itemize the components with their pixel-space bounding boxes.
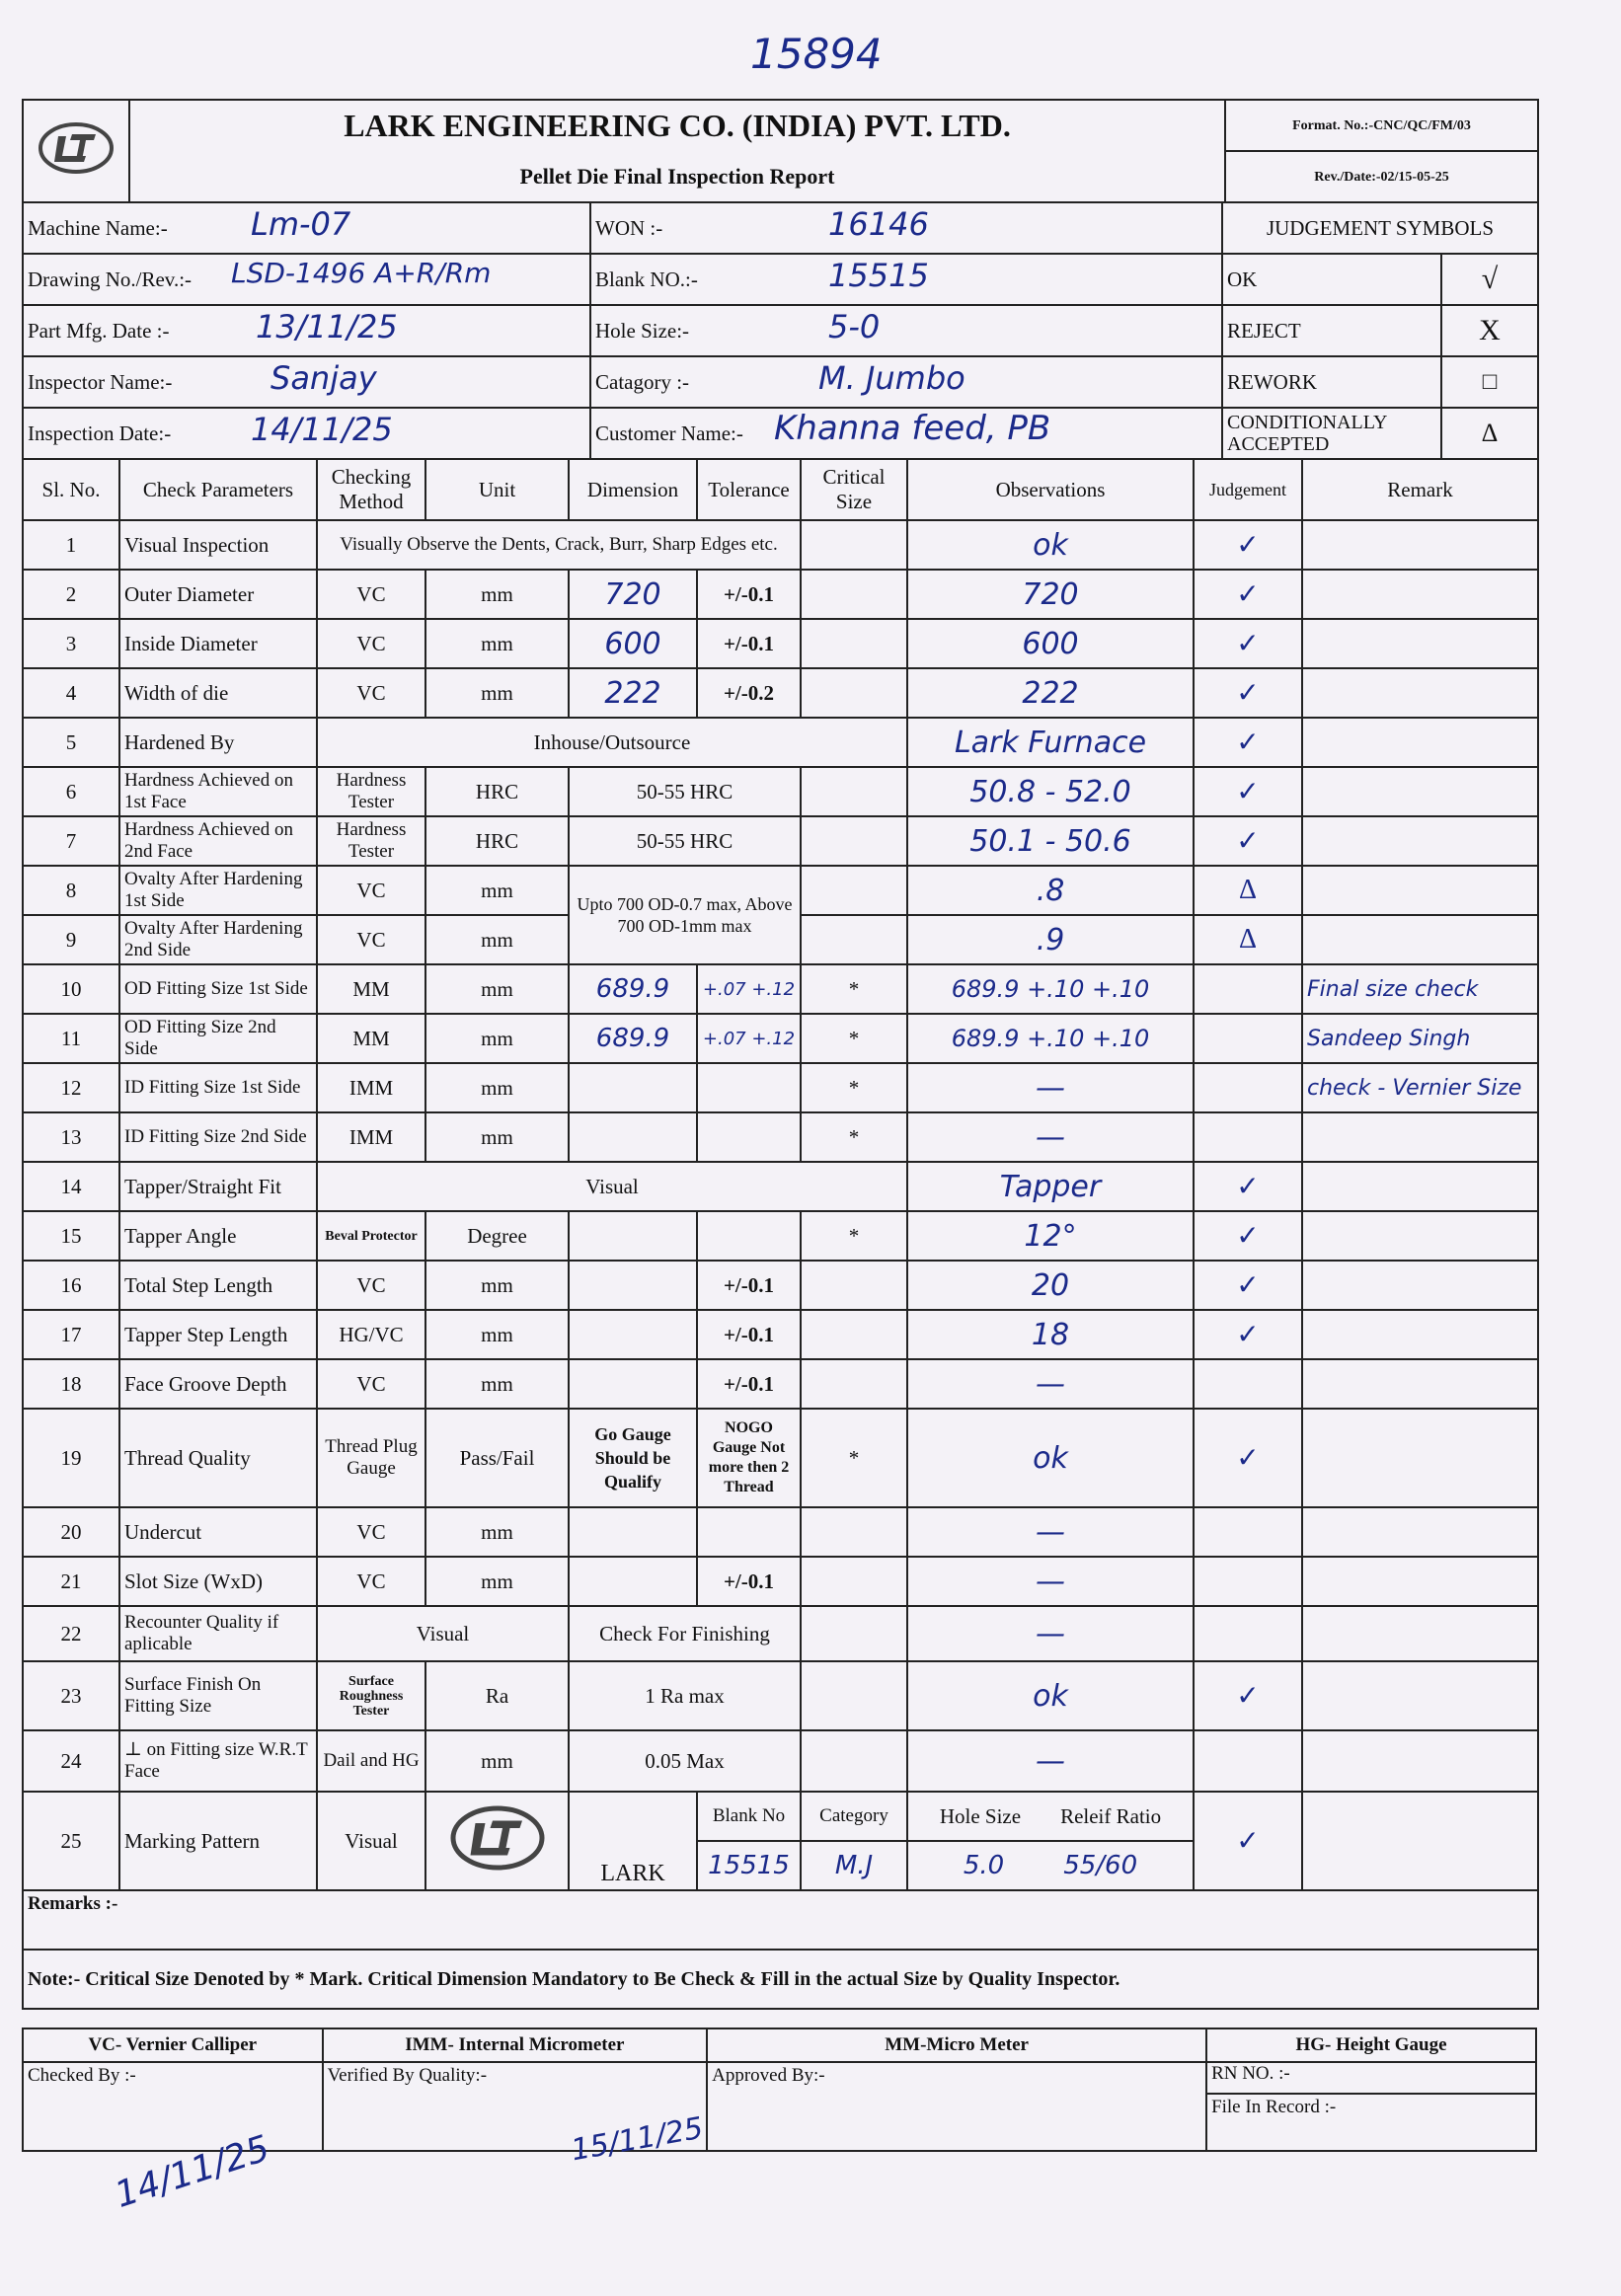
judgement-mark: ✓ xyxy=(1194,1211,1302,1261)
reject-symbol: X xyxy=(1441,305,1538,356)
ok-symbol: √ xyxy=(1441,254,1538,305)
col-critical-size: Critical Size xyxy=(801,459,907,520)
table-row: 24 ⊥ on Fitting size W.R.T Face Dail and HG mm 0.05 Max — xyxy=(23,1730,1538,1792)
inspection-date-value: 14/11/25 xyxy=(251,411,393,448)
note-row: Note:- Critical Size Denoted by * Mark. Critical Dimension Mandatory to Be Check & Fill in the actual Size by Quality Inspector. xyxy=(23,1950,1538,2009)
file-in-record: File In Record :- xyxy=(1211,2097,1337,2117)
symbol-label-rework: REWORK xyxy=(1222,356,1441,408)
table-row: 1 Visual Inspection Visually Observe the Dents, Crack, Burr, Sharp Edges etc. ok ✓ xyxy=(23,520,1538,570)
report-title: Pellet Die Final Inspection Report xyxy=(129,151,1225,202)
table-row: 16 Total Step Length VC mm +/-0.1 20 ✓ xyxy=(23,1261,1538,1310)
observation-value: 720 xyxy=(907,570,1194,619)
table-row: 18 Face Groove Depth VC mm +/-0.1 — xyxy=(23,1359,1538,1409)
table-row: 12 ID Fitting Size 1st Side IMM mm * — check - Vernier Size xyxy=(23,1063,1538,1112)
table-row: 17 Tapper Step Length HG/VC mm +/-0.1 18 ✓ xyxy=(23,1310,1538,1359)
observation-value: — xyxy=(907,1730,1194,1792)
lark-logo-icon xyxy=(37,120,116,176)
table-row: 5 Hardened By Inhouse/Outsource Lark Furnace ✓ xyxy=(23,718,1538,767)
legend-vc: VC- Vernier Calliper xyxy=(23,2028,323,2062)
drawing-number-field: Drawing No./Rev.:- LSD-1496 A+R/Rm xyxy=(23,254,590,305)
judgement-mark: ✓ xyxy=(1194,816,1302,866)
observation-value: 222 xyxy=(907,668,1194,718)
observation-value: ok xyxy=(907,1661,1194,1730)
hole-size-value: 5-0 xyxy=(828,308,881,345)
remarks-row: Remarks :- xyxy=(23,1890,1538,1950)
customer-name-field: Customer Name:- Khanna feed, PB xyxy=(590,408,1222,459)
remark-value: check - Vernier Size xyxy=(1302,1063,1538,1112)
marking-values-row: 15515 M.J 5.0 55/60 xyxy=(23,1841,1538,1890)
remark-value: Final size check xyxy=(1302,964,1538,1014)
rev-date: Rev./Date:-02/15-05-25 xyxy=(1225,151,1538,202)
col-tolerance: Tolerance xyxy=(697,459,801,520)
observation-value: 20 xyxy=(907,1261,1194,1310)
observation-value: 50.8 - 52.0 xyxy=(907,767,1194,816)
observation-value: — xyxy=(907,1359,1194,1409)
conditional-symbol: Δ xyxy=(1441,408,1538,459)
company-name: LARK ENGINEERING CO. (INDIA) PVT. LTD. xyxy=(129,100,1225,151)
judgement-mark: Δ xyxy=(1194,866,1302,915)
table-row: 23 Surface Finish On Fitting Size Surface Roughness Tester Ra 1 Ra max ok ✓ xyxy=(23,1661,1538,1730)
hole-size-field: Hole Size:- 5-0 xyxy=(590,305,1222,356)
observation-value: .8 xyxy=(907,866,1194,915)
observation-value: — xyxy=(907,1606,1194,1661)
table-header-row xyxy=(23,459,1538,520)
legend-imm: IMM- Internal Micrometer xyxy=(323,2028,708,2062)
legend-mm: MM-Micro Meter xyxy=(707,2028,1206,2062)
table-row: 9 Ovalty After Hardening 2nd Side VC mm .9 Δ xyxy=(23,915,1538,964)
table-row: 3 Inside Diameter VC mm 600 +/-0.1 600 ✓ xyxy=(23,619,1538,668)
observation-value: — xyxy=(907,1063,1194,1112)
judgement-mark: ✓ xyxy=(1194,520,1302,570)
table-row: 14 Tapper/Straight Fit Visual Tapper ✓ xyxy=(23,1162,1538,1211)
judgement-mark: ✓ xyxy=(1194,1261,1302,1310)
category-value: M. Jumbo xyxy=(818,359,965,397)
observation-value: 600 xyxy=(907,619,1194,668)
approved-by: Approved By:- xyxy=(707,2062,1206,2151)
won-value: 16146 xyxy=(828,205,929,243)
table-row: 10 OD Fitting Size 1st Side MM mm 689.9 +.07 +.12 * 689.9 +.10 +.10 Final size check xyxy=(23,964,1538,1014)
details-table xyxy=(22,201,1539,460)
table-row: 4 Width of die VC mm 222 +/-0.2 222 ✓ xyxy=(23,668,1538,718)
col-remark: Remark xyxy=(1302,459,1538,520)
mfg-date-value: 13/11/25 xyxy=(256,308,398,345)
col-sl-no: Sl. No. xyxy=(23,459,119,520)
drawing-number-value: LSD-1496 A+R/Rm xyxy=(231,257,492,289)
judgement-symbols-title: JUDGEMENT SYMBOLS xyxy=(1222,202,1538,254)
company-logo xyxy=(23,100,129,202)
col-dimension: Dimension xyxy=(569,459,697,520)
marking-logo xyxy=(425,1792,569,1890)
lark-logo-icon xyxy=(448,1803,547,1873)
inspection-date-field: Inspection Date:- 14/11/25 xyxy=(23,408,590,459)
customer-name-value: Khanna feed, PB xyxy=(774,409,1051,448)
observation-value: ok xyxy=(907,1409,1194,1507)
table-row: 13 ID Fitting Size 2nd Side IMM mm * — xyxy=(23,1112,1538,1162)
col-judgement: Judgement xyxy=(1194,459,1302,520)
inspection-table xyxy=(22,458,1539,2010)
col-observations: Observations xyxy=(907,459,1194,520)
format-number: Format. No.:-CNC/QC/FM/03 xyxy=(1225,100,1538,151)
table-row: 22 Recounter Quality if aplicable Visual Check For Finishing — xyxy=(23,1606,1538,1661)
judgement-mark: ✓ xyxy=(1194,1162,1302,1211)
judgement-mark: ✓ xyxy=(1194,1792,1302,1890)
table-row: 19 Thread Quality Thread Plug Gauge Pass/Fail Go Gauge Should be Qualify NOGO Gauge Not more then 2 Thread * ok ✓ xyxy=(23,1409,1538,1507)
observation-value: — xyxy=(907,1507,1194,1557)
judgement-mark: ✓ xyxy=(1194,1310,1302,1359)
symbol-label-reject: REJECT xyxy=(1222,305,1441,356)
col-checking-method: Checking Method xyxy=(317,459,425,520)
inspection-sheet xyxy=(22,99,1537,2216)
symbol-label-conditional: CONDITIONALLY ACCEPTED xyxy=(1222,408,1441,459)
observation-value: Tapper xyxy=(907,1162,1194,1211)
inspector-name-value: Sanjay xyxy=(270,359,377,397)
observation-value: 12° xyxy=(907,1211,1194,1261)
checked-by: Checked By :- 14/11/25 xyxy=(23,2062,323,2151)
table-row: 20 Undercut VC mm — xyxy=(23,1507,1538,1557)
header-table xyxy=(22,99,1539,203)
blank-number-value: 15515 xyxy=(828,257,929,294)
judgement-mark: Δ xyxy=(1194,915,1302,964)
table-row: 21 Slot Size (WxD) VC mm +/-0.1 — xyxy=(23,1557,1538,1606)
col-check-parameters: Check Parameters xyxy=(119,459,317,520)
marking-lark-text: LARK xyxy=(569,1792,697,1890)
observation-value: 689.9 +.10 +.10 xyxy=(907,1014,1194,1063)
rn-number: RN NO. :- xyxy=(1207,2063,1535,2095)
checked-date: 14/11/25 xyxy=(110,2128,275,2216)
observation-value: — xyxy=(907,1557,1194,1606)
judgement-mark: ✓ xyxy=(1194,1661,1302,1730)
table-row: 7 Hardness Achieved on 2nd Face Hardness Tester HRC 50-55 HRC 50.1 - 50.6 ✓ xyxy=(23,816,1538,866)
judgement-mark: ✓ xyxy=(1194,668,1302,718)
legend-hg: HG- Height Gauge xyxy=(1206,2028,1536,2062)
document-number: 15894 xyxy=(750,30,883,78)
machine-name-field: Machine Name:- Lm-07 xyxy=(23,202,590,254)
verified-by: Verified By Quality:- 15/11/25 xyxy=(323,2062,708,2151)
observation-value: 689.9 +.10 +.10 xyxy=(907,964,1194,1014)
table-row: 8 Ovalty After Hardening 1st Side VC mm Upto 700 OD-0.7 max, Above 700 OD-1mm max .8 Δ xyxy=(23,866,1538,915)
category-field: Catagory :- M. Jumbo xyxy=(590,356,1222,408)
observation-value: 18 xyxy=(907,1310,1194,1359)
footer-table xyxy=(22,2028,1537,2216)
observation-value: Lark Furnace xyxy=(907,718,1194,767)
machine-name-value: Lm-07 xyxy=(251,205,351,243)
judgement-mark: ✓ xyxy=(1194,767,1302,816)
table-row: 6 Hardness Achieved on 1st Face Hardness Tester HRC 50-55 HRC 50.8 - 52.0 ✓ xyxy=(23,767,1538,816)
inspector-name-field: Inspector Name:- Sanjay xyxy=(23,356,590,408)
col-unit: Unit xyxy=(425,459,569,520)
table-row: 2 Outer Diameter VC mm 720 +/-0.1 720 ✓ xyxy=(23,570,1538,619)
observation-value: — xyxy=(907,1112,1194,1162)
judgement-mark: ✓ xyxy=(1194,570,1302,619)
judgement-mark: ✓ xyxy=(1194,619,1302,668)
won-field: WON :- 16146 xyxy=(590,202,1222,254)
verified-date: 15/11/25 xyxy=(568,2110,706,2169)
symbol-label-ok: OK xyxy=(1222,254,1441,305)
marking-pattern-row: 25 Marking Pattern Visual LARK Blank No Category Hole Size Releif Ratio ✓ xyxy=(23,1792,1538,1841)
table-row: 15 Tapper Angle Beval Protector Degree * 12° ✓ xyxy=(23,1211,1538,1261)
observation-value: .9 xyxy=(907,915,1194,964)
rework-symbol: □ xyxy=(1441,356,1538,408)
judgement-mark: ✓ xyxy=(1194,1409,1302,1507)
table-row: 11 OD Fitting Size 2nd Side MM mm 689.9 +.07 +.12 * 689.9 +.10 +.10 Sandeep Singh xyxy=(23,1014,1538,1063)
judgement-mark: ✓ xyxy=(1194,718,1302,767)
blank-number-field: Blank NO.:- 15515 xyxy=(590,254,1222,305)
observation-value: ok xyxy=(907,520,1194,570)
observation-value: 50.1 - 50.6 xyxy=(907,816,1194,866)
mfg-date-field: Part Mfg. Date :- 13/11/25 xyxy=(23,305,590,356)
remark-value: Sandeep Singh xyxy=(1302,1014,1538,1063)
